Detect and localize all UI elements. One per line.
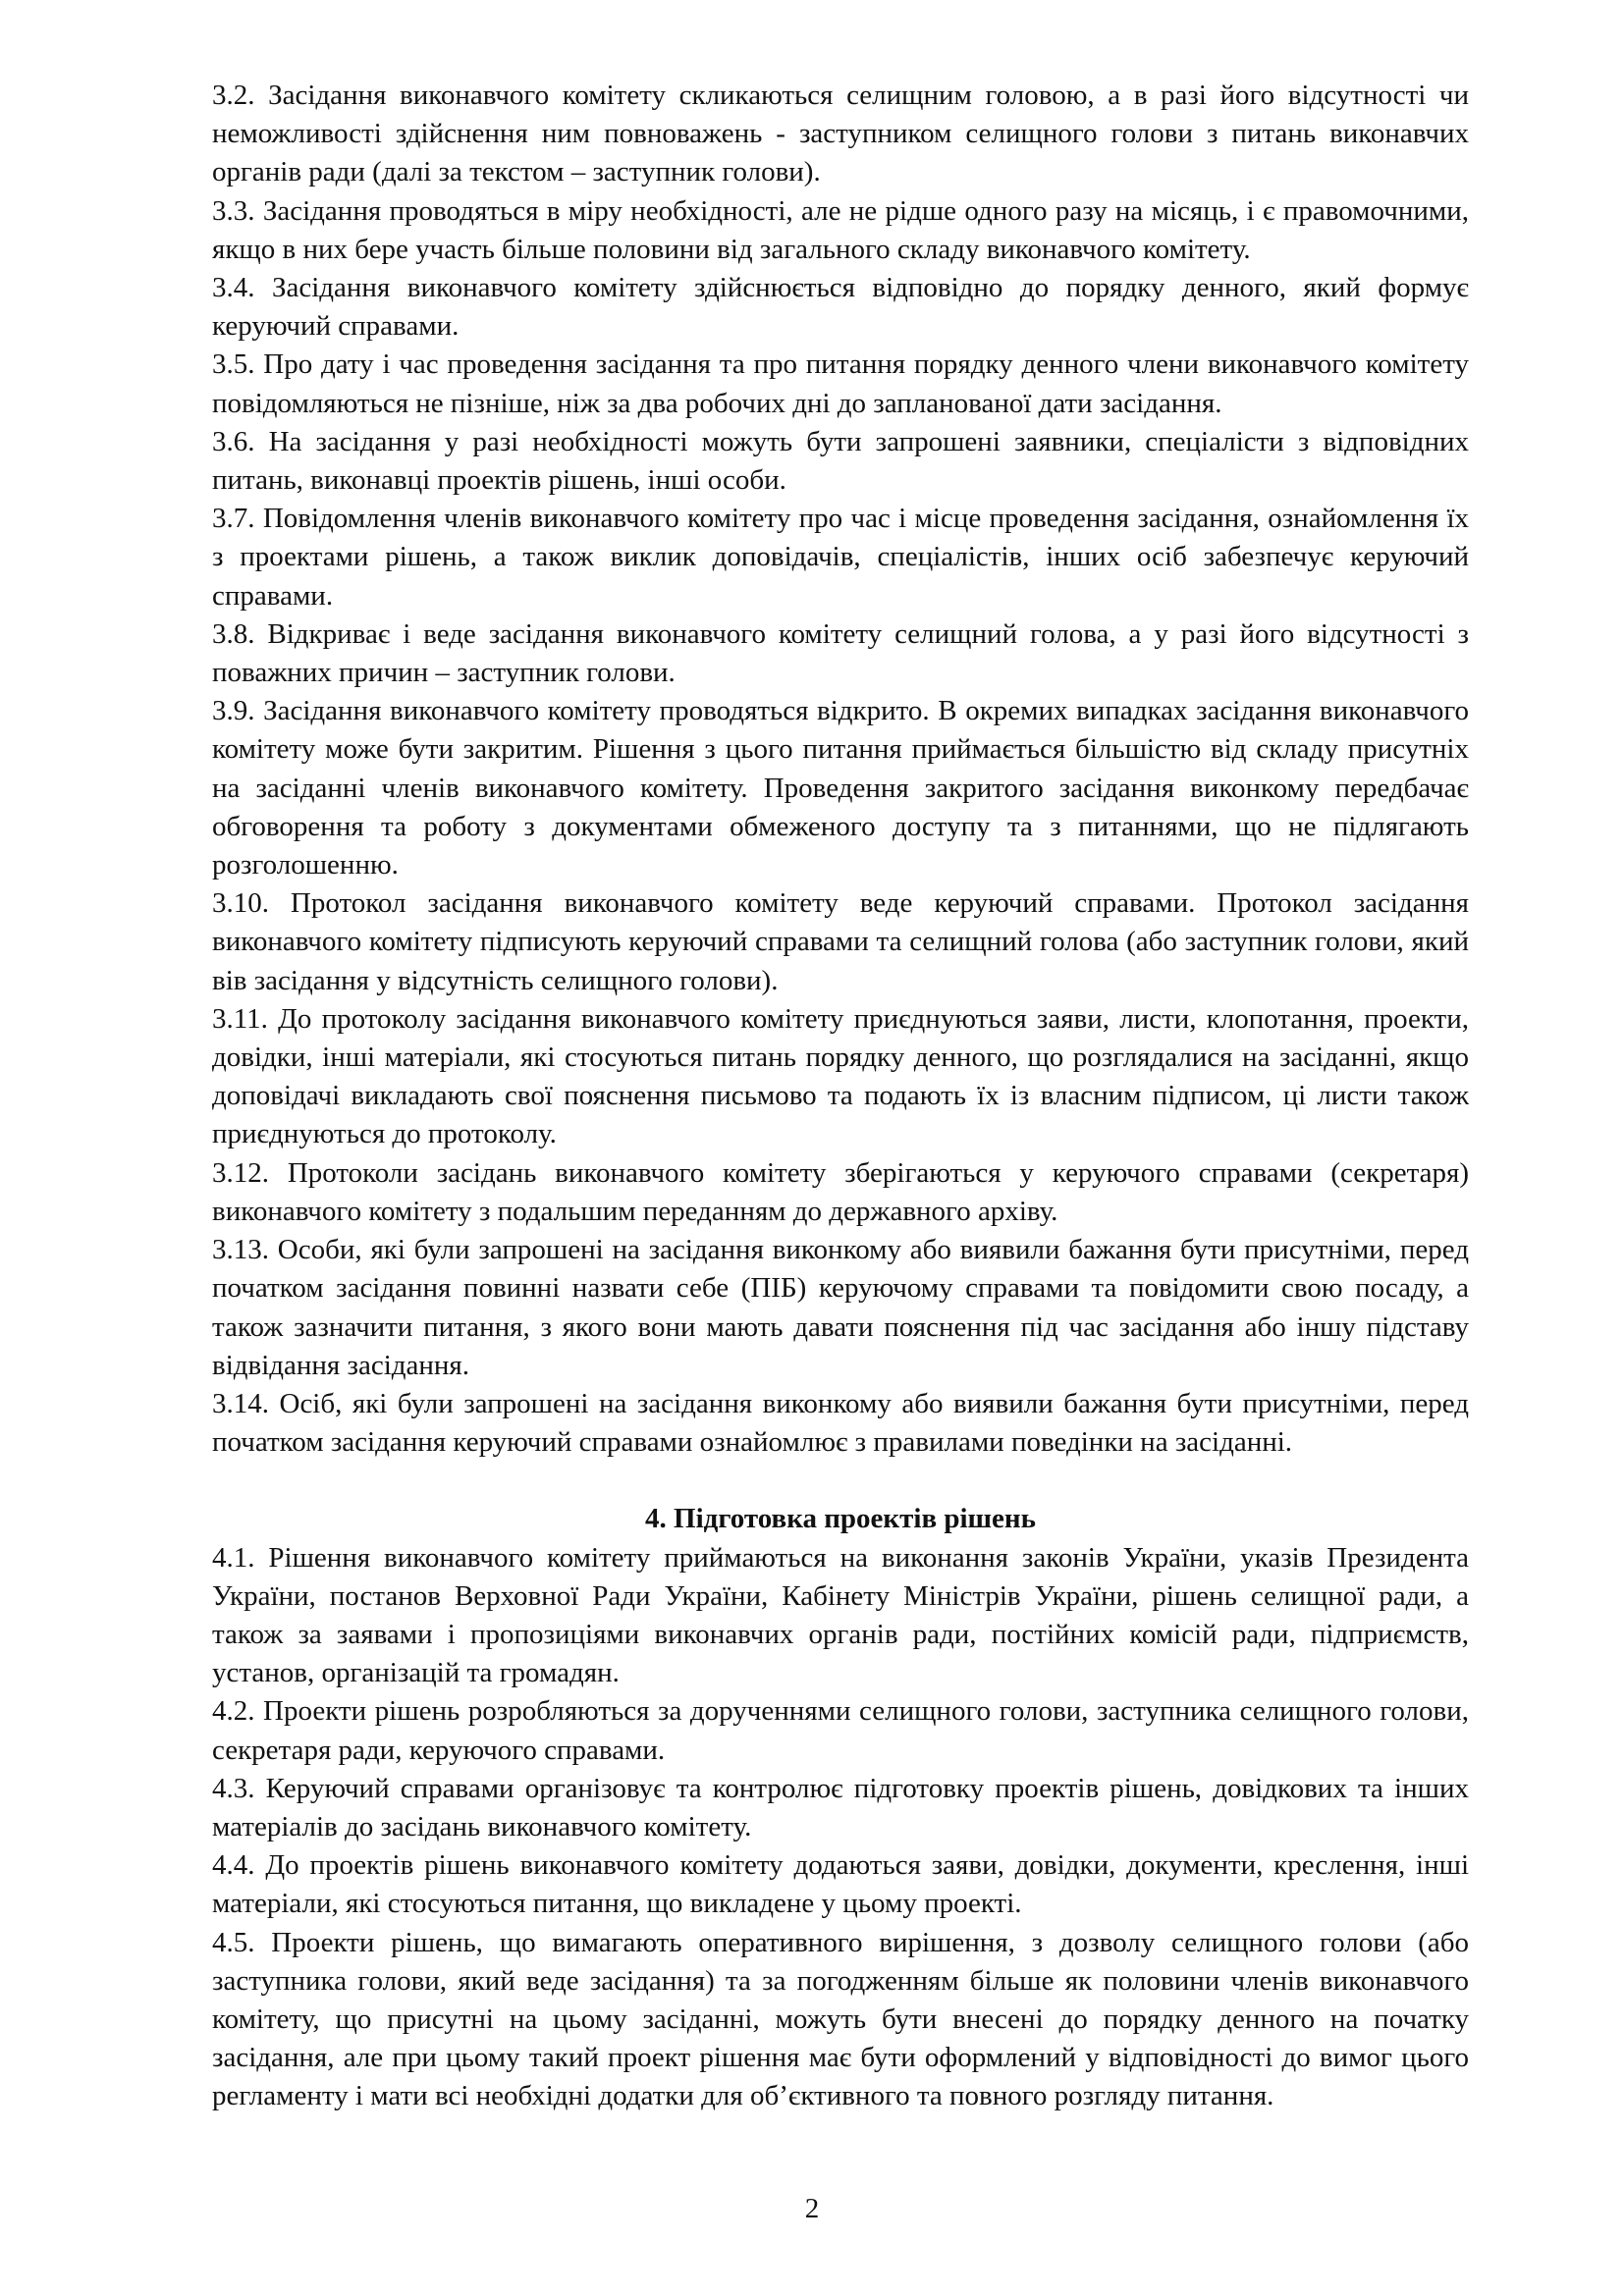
paragraph-3-14: 3.14. Осіб, які були запрошені на засідання виконкому або виявили бажання бути присутніми, перед початком засідання керуючий справами ознайомлює з правилами поведінки на засіданні. (212, 1387, 1469, 1459)
page-number: 2 (804, 2193, 820, 2224)
section-4-body (212, 1539, 1469, 2116)
paragraph-3-13: 3.13. Особи, які були запрошені на засідання виконкому або виявили бажання бути присутніми, перед початком засідання повинні назвати себе (ПІБ) керуючому справами та повідомити свою посаду, а також зазначити питання, з якого вони мають давати пояснення під час засідання або іншу підставу відвідання засідання. (212, 1234, 1469, 1381)
paragraph-3-12: 3.12. Протоколи засідань виконавчого комітету зберігаються у керуючого справами (секретаря) виконавчого комітету з подальшим переданням до державного архіву. (212, 1156, 1469, 1227)
section-4-heading: 4. Підготовка проектів рішень (645, 1503, 1036, 1535)
paragraph-4-2: 4.2. Проекти рішень розробляються за дорученнями селищного голови, заступника селищного голови, секретаря ради, керуючого справами. (212, 1695, 1469, 1766)
paragraph-3-5: 3.5. Про дату і час проведення засідання та про питання порядку денного члени виконавчого комітету повідомляються не пізніше, ніж за два робочих дні до запланованої дати засідання. (212, 348, 1469, 419)
paragraph-4-4: 4.4. До проектів рішень виконавчого комітету додаються заяви, довідки, документи, креслення, інші матеріали, які стосуються питання, що викладене у цьому проекті. (212, 1849, 1469, 1920)
paragraph-3-8: 3.8. Відкриває і веде засідання виконавчого комітету селищний голова, а у разі його відсутності з поважних причин – заступник голови. (212, 617, 1469, 689)
paragraph-3-2: 3.2. Засідання виконавчого комітету скликаються селищним головою, а в разі його відсутності чи неможливості здійснення ним повноважень - заступником селищного голови з питань виконавчих органів ради (далі за текстом – заступник голови). (212, 80, 1469, 188)
paragraph-4-1: 4.1. Рішення виконавчого комітету приймаються на виконання законів України, указів Президента України, постанов Верховної Ради України, Кабінету Міністрів України, рішень селищної ради, а також за заявами і пропозиціями виконавчих органів ради, постійних комісій ради, підприємств, установ, організацій та громадян. (212, 1541, 1469, 1689)
paragraph-4-3: 4.3. Керуючий справами організовує та контролює підготовку проектів рішень, довідкових та інших матеріалів до засідань виконавчого комітету. (212, 1772, 1469, 1842)
paragraph-3-9: 3.9. Засідання виконавчого комітету проводяться відкрито. В окремих випадках засідання виконавчого комітету може бути закритим. Рішення з цього питання приймається більшістю від складу присутніх на засіданні членів виконавчого комітету. Проведення закритого засідання виконкому передбачає обговорення та роботу з документами обмеженого доступу та з питаннями, що не підлягають розголошенню. (212, 695, 1469, 881)
paragraph-3-6: 3.6. На засідання у разі необхідності можуть бути запрошені заявники, спеціалісти з відповідних питань, виконавці проектів рішень, інші особи. (212, 425, 1469, 497)
paragraph-4-5: 4.5. Проекти рішень, що вимагають оперативного вирішення, з дозволу селищного голови (або заступника голови, який веде засідання) та за погодженням більше як половини членів виконавчого комітету, що присутні на цьому засіданні, можуть бути внесені до порядку денного на початку засідання, але при цьому такий проект рішення має бути оформлений у відповідності до вимог цього регламенту і мати всі необхідні додатки для об’єктивного та повного розгляду питання. (212, 1926, 1469, 2112)
paragraph-3-7: 3.7. Повідомлення членів виконавчого комітету про час і місце проведення засідання, ознайомлення їх з проектами рішень, а також виклик доповідачів, спеціалістів, інших осіб забезпечує керуючий справами. (212, 503, 1469, 612)
paragraph-3-11: 3.11. До протоколу засідання виконавчого комітету приєднуються заяви, листи, клопотання, проекти, довідки, інші матеріали, які стосуються питань порядку денного, що розглядалися на засіданні, якщо доповідачі викладають свої пояснення письмово та подають їх із власним підписом, ці листи також приєднуються до протоколу. (212, 1002, 1469, 1150)
section-3-body (212, 77, 1469, 1462)
paragraph-3-10: 3.10. Протокол засідання виконавчого комітету веде керуючий справами. Протокол засідання виконавчого комітету підписують керуючий справами та селищний голова (або заступник голови, який вів засідання у відсутність селищного голови). (212, 887, 1469, 996)
document-page (212, 77, 1469, 2116)
paragraph-3-3: 3.3. Засідання проводяться в міру необхідності, але не рідше одного разу на місяць, і є правомочними, якщо в них бере участь більше половини від загального складу виконавчого комітету. (212, 194, 1469, 265)
paragraph-3-4: 3.4. Засідання виконавчого комітету здійснюється відповідно до порядку денного, який формує керуючий справами. (212, 272, 1469, 343)
